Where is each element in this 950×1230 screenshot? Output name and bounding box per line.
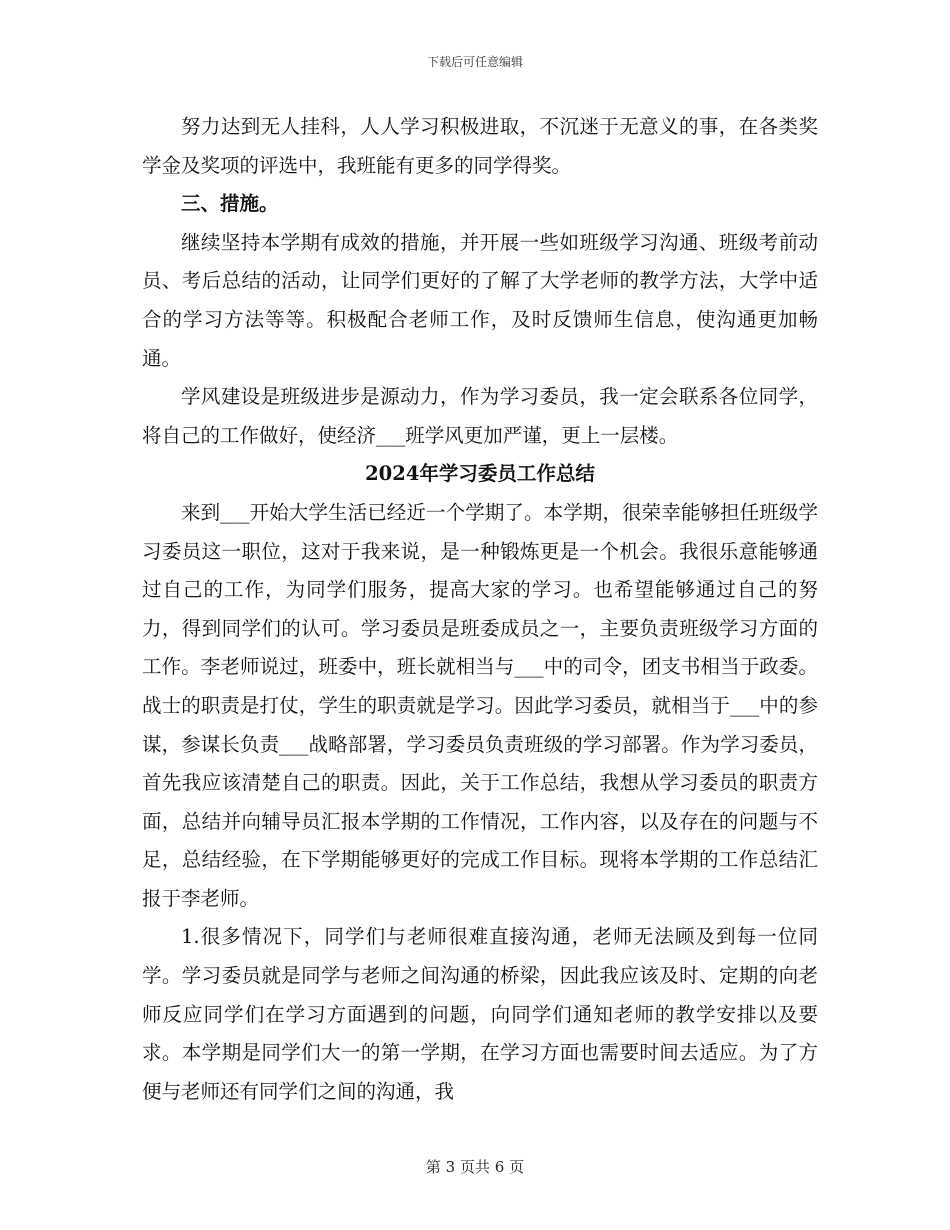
paragraph-goal: 努力达到无人挂科，人人学习积极进取，不沉迷于无意义的事，在各类奖学金及奖项的评选中，我班能有更多的同学得奖。 xyxy=(142,115,818,177)
paragraph-item-1: 1.很多情况下，同学们与老师很难直接沟通，老师无法顾及到每一位同学。学习委员就是同学与老师之间沟通的桥梁，因此我应该及时、定期的向老师反应同学们在学习方面遇到的问题，向同学们通知老师的教学安排以及要求。本学期是同学们大一的第一学期，在学习方面也需要时间去适应。为了方便与老师还有同学们之间的沟通，我 xyxy=(142,925,818,1103)
paragraph-study-style: 学风建设是班级进步是源动力，作为学习委员，我一定会联系各位同学，将自己的工作做好，使经济___班学风更加严谨，更上一层楼。 xyxy=(142,385,818,447)
page-number: 第 3 页共 6 页 xyxy=(425,1158,525,1176)
paragraph-intro: 来到___开始大学生活已经近一个学期了。本学期，很荣幸能够担任班级学习委员这一职位，这对于我来说，是一种锻炼更是一个机会。我很乐意能够通过自己的工作，为同学们服务，提高大家的学习。也希望能够通过自己的努力，得到同学们的认可。学习委员是班委成员之一，主要负责班级学习方面的工作。李老师说过，班委中，班长就相当与___中的司令，团支书相当于政委。战士的职责是打仗，学生的职责就是学习。因此学习委员，就相当于___中的参谋，参谋长负责___战略部署，学习委员负责班级的学习部署。作为学习委员，首先我应该清楚自己的职责。因此，关于工作总结，我想从学习委员的职责方面，总结并向辅导员汇报本学期的工作情况，工作内容，以及存在的问题与不足，总结经验，在下学期能够更好的完成工作目标。现将本学期的工作总结汇报于李老师。 xyxy=(142,500,818,910)
document-title: 2024年学习委员工作总结 xyxy=(365,462,595,486)
document-body xyxy=(142,108,818,1111)
section-heading-measures: 三、措施。 xyxy=(181,192,279,216)
paragraph-measures: 继续坚持本学期有成效的措施，并开展一些如班级学习沟通、班级考前动员、考后总结的活动，让同学们更好的了解了大学老师的教学方法，大学中适合的学习方法等等。积极配合老师工作，及时反馈师生信息，使沟通更加畅通。 xyxy=(142,230,818,370)
page-header: 下载后可任意编辑 xyxy=(426,55,523,69)
